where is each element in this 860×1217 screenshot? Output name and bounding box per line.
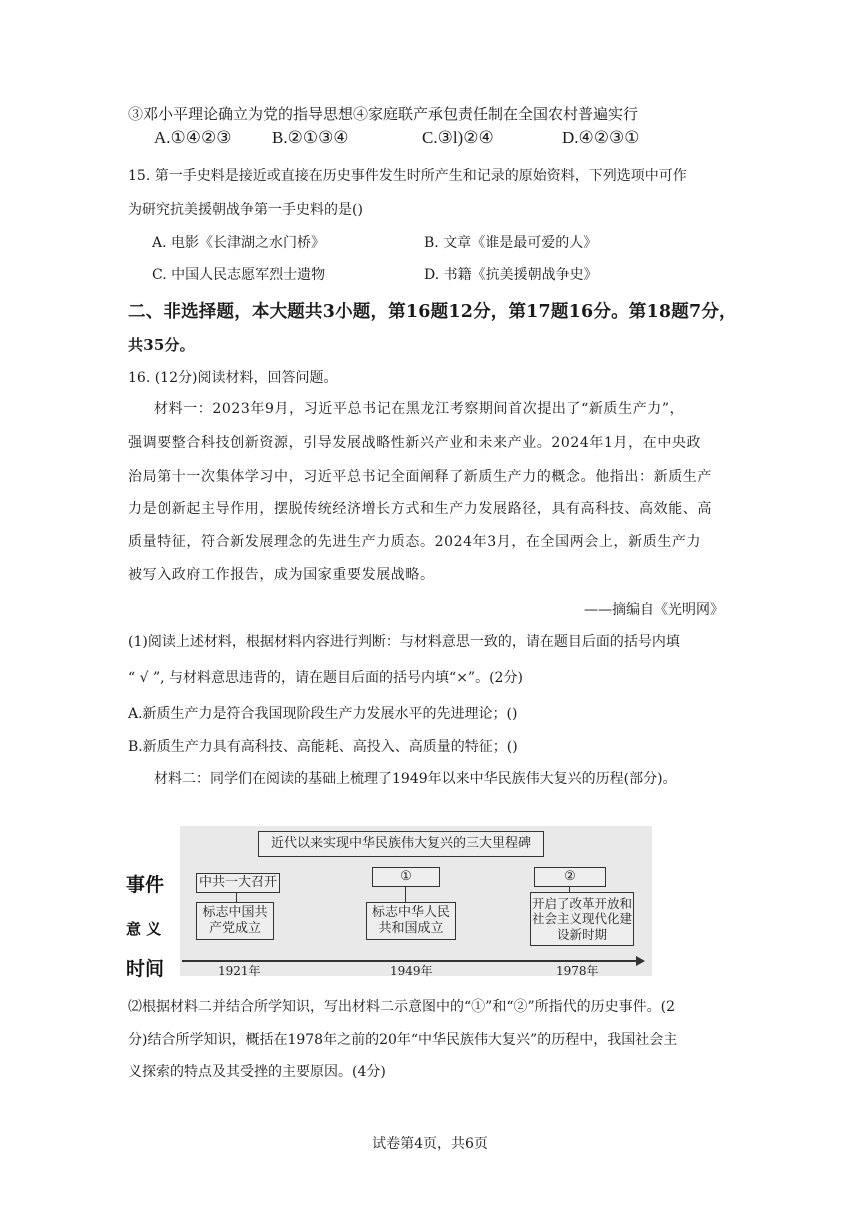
q16-sub1-line1: (1)阅读上述材料，根据材料内容进行判断：与材料意思一致的，请在题目后面的括号内填 (128, 634, 680, 650)
q14-statement: ③邓小平理论确立为党的指导思想④家庭联产承包责任制在全国农村普遍实行 (128, 105, 639, 123)
year-label-1921: 1921年 (218, 964, 261, 978)
material1-line: 治局第十一次集体学习中，习近平总书记全面阐释了新质生产力的概念。他指出：新质生产 (128, 469, 712, 485)
section2-heading-line2: 共35分。 (128, 336, 195, 354)
q16-sub2-line3: 义探索的特点及其受挫的主要原因。(4分) (128, 1064, 386, 1080)
figure-title-box (258, 831, 544, 857)
event-box-1949 (372, 867, 440, 887)
meaning-1978: 开启了改革开放和社会主义现代化建设新时期 (531, 895, 632, 942)
q14-option-a: A.①④②③ (154, 128, 232, 147)
material1-line: 力是创新起主导作用，摆脱传统经济增长方式和生产力发展路径，具有高科技、高效能、高 (128, 501, 712, 517)
meaning-box-1949 (366, 902, 456, 940)
meaning-box-1921 (196, 902, 274, 940)
material1-line: 材料一：2023年9月，习近平总书记在黑龙江考察期间首次提出了“新质生产力”， (154, 401, 685, 417)
q15-option-c: C. 中国人民志愿军烈士遗物 (152, 267, 326, 283)
q14-option-c: C.③l)②④ (422, 128, 494, 147)
q16-intro: 16. (12分)阅读材料，回答问题。 (128, 370, 338, 386)
event-box-1921 (196, 873, 280, 893)
connector (405, 886, 406, 902)
event-1978: ② (564, 868, 576, 884)
q16-sub2-line2: 分)结合所学知识，概括在1978年之前的20年“中华民族伟大复兴”的历程中，我国社会主 (128, 1032, 678, 1048)
row-label-meaning: 意 义 (126, 920, 162, 938)
material1-source: ——摘编自《光明网》 (584, 602, 724, 618)
event-box-1978 (534, 867, 606, 887)
event-1921: 中共一大召开 (198, 874, 277, 890)
q14-option-b: B.②①③④ (272, 128, 349, 147)
event-1949: ① (400, 868, 412, 884)
q14-option-d: D.④②③① (562, 128, 640, 147)
q16-judge-a: A.新质生产力是符合我国现阶段生产力发展水平的先进理论；() (128, 706, 518, 722)
q15-stem-line1: 15. 第一手史料是接近或直接在历史事件发生时所产生和记录的原始资料，下列选项中可作 (128, 168, 687, 184)
q15-option-b: B. 文章《谁是最可爱的人》 (424, 235, 598, 251)
row-label-event: 事件 (126, 874, 165, 896)
q15-option-a: A. 电影《长津湖之水门桥》 (152, 235, 326, 251)
meaning-box-1978 (530, 892, 634, 946)
q16-sub2-line1: ⑵根据材料二并结合所学知识，写出材料二示意图中的“①”和“②”所指代的历史事件。(2 (128, 999, 675, 1015)
section2-heading-line1: 二、非选择题，本大题共3小题，第16题12分，第17题16分。第18题7分， (128, 302, 737, 322)
year-label-1978: 1978年 (556, 964, 599, 978)
material2-intro: 材料二：同学们在阅读的基础上梳理了1949年以来中华民族伟大复兴的历程(部分)。 (154, 771, 677, 787)
page-footer: 试卷第4页，共6页 (372, 1136, 488, 1152)
material1-line: 强调要整合科技创新资源，引导发展战略性新兴产业和未来产业。2024年1月，在中央政 (128, 435, 702, 451)
q15-stem-line2: 为研究抗美援朝战争第一手史料的是() (128, 202, 363, 218)
meaning-1949: 标志中华人民共和国成立 (371, 904, 450, 936)
row-label-time: 时间 (126, 958, 165, 980)
q16-sub1-line2: “ √ ”, 与材料意思违背的，请在题目后面的括号内填“×”。(2分) (128, 670, 523, 686)
year-label-1949: 1949年 (390, 964, 433, 978)
connector (236, 892, 237, 902)
milestone-figure (120, 826, 650, 978)
material1-line: 质量特征，符合新发展理念的先进生产力质态。2024年3月，在全国两会上，新质生产力 (128, 534, 702, 550)
material1-line: 被写入政府工作报告，成为国家重要发展战略。 (128, 567, 435, 583)
q16-judge-b: B.新质生产力具有高科技、高能耗、高投入、高质量的特征；() (128, 739, 518, 755)
meaning-1921: 标志中国共产党成立 (202, 904, 268, 936)
figure-title: 近代以来实现中华民族伟大复兴的三大里程碑 (270, 835, 531, 851)
timeline-arrow-icon (636, 956, 645, 966)
q15-option-d: D. 书籍《抗美援朝战争史》 (424, 267, 598, 283)
